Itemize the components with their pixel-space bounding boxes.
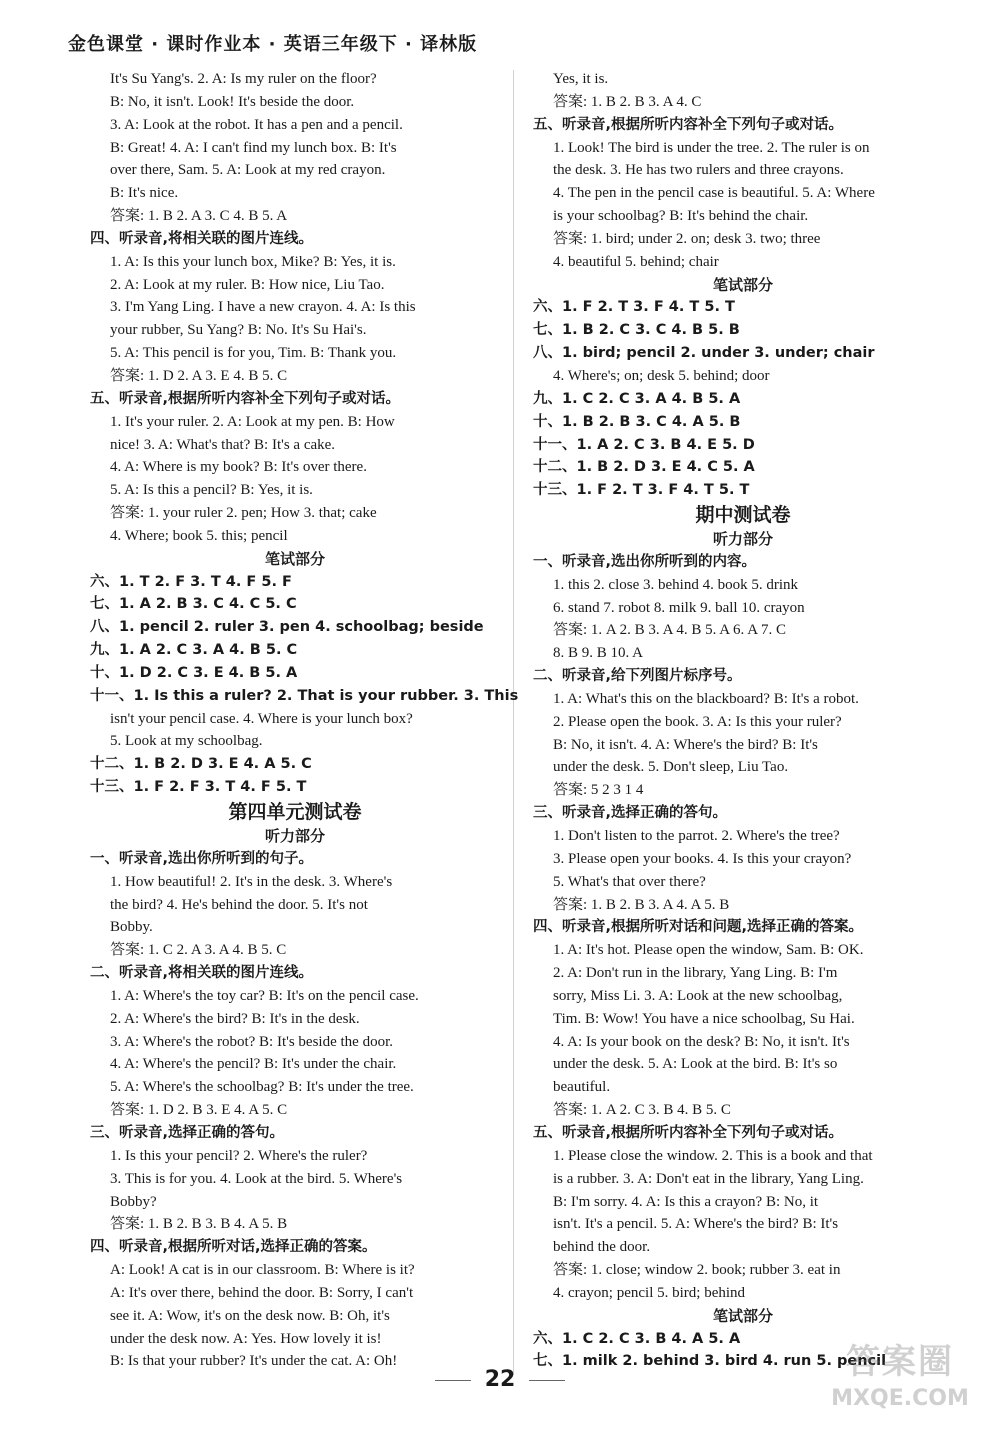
text-line: under the desk. 5. A: Look at the bird. B: It's so — [553, 1056, 838, 1073]
text-line: see it. A: Wow, it's on the desk now. B: Oh, it's — [110, 1307, 390, 1324]
test-title: 第四单元测试卷 — [228, 801, 362, 823]
section-line: 五、听录音,根据所听内容补全下列句子或对话。 — [533, 1124, 844, 1141]
text-line: 4. A: Where is my book? B: It's over there. — [110, 459, 367, 476]
watermark-logo — [815, 1340, 985, 1425]
section-line: 六、1. C 2. C 3. B 4. A 5. A — [533, 1330, 741, 1347]
section-line: 九、1. A 2. C 3. A 4. B 5. C — [90, 642, 298, 659]
text-line: Yes, it is. — [553, 71, 609, 87]
section-line: 十二、1. B 2. D 3. E 4. A 5. C — [90, 756, 312, 773]
section-line: 五、听录音,根据所听内容补全下列句子或对话。 — [533, 116, 844, 133]
text-line: 4. The pen in the pencil case is beautiful. 5. A: Where — [553, 185, 875, 202]
text-line: beautiful. — [553, 1079, 611, 1096]
text-line: 1. this 2. close 3. behind 4. book 5. drink — [553, 576, 798, 593]
text-line: B: Is that your rubber? It's under the cat. A: Oh! — [110, 1353, 398, 1370]
text-line: is a rubber. 3. A: Don't eat in the library, Yang Ling. — [553, 1170, 864, 1187]
text-line: 3. I'm Yang Ling. I have a new crayon. 4. A: Is this — [110, 299, 416, 316]
text-line: 答案: 1. B 2. B 3. A 4. A 5. B — [553, 896, 730, 913]
text-line: 2. Please open the book. 3. A: Is this your ruler? — [553, 713, 842, 730]
watermark-text-bottom: MXQE.COM — [831, 1386, 969, 1411]
section-line: 六、1. F 2. T 3. F 4. T 5. T — [533, 299, 735, 316]
text-line: 8. B 9. B 10. A — [553, 645, 644, 662]
text-line: Bobby? — [110, 1193, 157, 1210]
text-line: isn't. It's a pencil. 5. A: Where's the bird? B: It's — [553, 1216, 839, 1233]
section-line: 八、1. bird; pencil 2. under 3. under; chair — [533, 345, 875, 362]
section-line: 二、听录音,将相关联的图片连线。 — [90, 965, 314, 982]
text-line: B: It's nice. — [110, 185, 179, 202]
section-line: 八、1. pencil 2. ruler 3. pen 4. schoolbag; beside — [90, 619, 484, 636]
text-line: 4. Where; book 5. this; pencil — [110, 527, 288, 544]
text-line: 答案: 1. close; window 2. book; rubber 3. eat in — [553, 1262, 841, 1279]
text-line: 答案: 1. C 2. A 3. A 4. B 5. C — [110, 942, 287, 959]
text-line: B: I'm sorry. 4. A: Is this a crayon? B: No, it — [553, 1193, 819, 1210]
section-line: 十、1. D 2. C 3. E 4. B 5. A — [90, 664, 298, 681]
column-divider — [513, 70, 514, 1375]
text-line: 3. A: Look at the robot. It has a pen and a pencil. — [110, 116, 403, 133]
text-line: Tim. B: Wow! You have a nice schoolbag, Su Hai. — [553, 1010, 855, 1027]
text-line: 5. Look at my schoolbag. — [110, 733, 263, 750]
section-line: 七、1. A 2. B 3. C 4. C 5. C — [90, 596, 297, 613]
text-line: 1. A: Where's the toy car? B: It's on the pencil case. — [110, 987, 419, 1004]
text-line: B: Great! 4. A: I can't find my lunch box. B: It's — [110, 139, 397, 156]
text-line: B: No, it isn't. 4. A: Where's the bird? B: It's — [553, 736, 818, 753]
text-line: nice! 3. A: What's that? B: It's a cake. — [110, 436, 336, 453]
text-line: 2. A: Where's the bird? B: It's in the desk. — [110, 1010, 360, 1027]
text-line: 5. A: Is this a pencil? B: Yes, it is. — [110, 482, 313, 499]
text-line: 答案: 1. B 2. B 3. B 4. A 5. B — [110, 1216, 288, 1233]
text-line: 答案: 1. B 2. B 3. A 4. C — [553, 93, 702, 110]
section-line: 五、听录音,根据所听内容补全下列句子或对话。 — [90, 390, 401, 407]
text-line: 1. A: Is this your lunch box, Mike? B: Yes, it is. — [110, 253, 396, 270]
right-column — [533, 68, 953, 1373]
section-line: 九、1. C 2. C 3. A 4. B 5. A — [533, 390, 741, 407]
text-line: 4. A: Is your book on the desk? B: No, it isn't. It's — [553, 1033, 850, 1050]
section-line: 十一、1. Is this a ruler? 2. That is your rubber. 3. This — [90, 687, 519, 704]
text-line: 1. Please close the window. 2. This is a book and that — [553, 1147, 873, 1164]
text-line: 4. A: Where's the pencil? B: It's under the chair. — [110, 1056, 397, 1073]
text-line: A: It's over there, behind the door. B: Sorry, I can't — [110, 1284, 414, 1301]
section-line: 二、听录音,给下列图片标序号。 — [533, 668, 742, 685]
section-line: 四、听录音,根据所听对话,选择正确的答案。 — [90, 1239, 377, 1256]
text-line: 答案: 1. D 2. A 3. E 4. B 5. C — [110, 367, 288, 384]
section-line: 十三、1. F 2. T 3. F 4. T 5. T — [533, 482, 750, 499]
section-line: 四、听录音,将相关联的图片连线。 — [90, 230, 314, 247]
text-line: 4. beautiful 5. behind; chair — [553, 253, 719, 270]
section-line: 六、1. T 2. F 3. T 4. F 5. F — [90, 573, 292, 590]
text-line: 2. A: Don't run in the library, Yang Ling. B: I'm — [553, 965, 838, 982]
text-line: sorry, Miss Li. 3. A: Look at the new schoolbag, — [553, 987, 843, 1004]
text-line: 3. This is for you. 4. Look at the bird. 5. Where's — [110, 1170, 403, 1187]
text-line: It's Su Yang's. 2. A: Is my ruler on the floor? — [110, 71, 377, 87]
text-line: isn't your pencil case. 4. Where is your lunch box? — [110, 710, 413, 727]
text-line: 答案: 5 2 3 1 4 — [553, 782, 644, 799]
section-line: 三、听录音,选择正确的答句。 — [90, 1124, 285, 1141]
text-line: behind the door. — [553, 1239, 651, 1256]
footer-rule-right — [529, 1380, 565, 1381]
text-line: 1. A: It's hot. Please open the window, Sam. B: OK. — [553, 942, 864, 959]
text-line: 答案: 1. your ruler 2. pen; How 3. that; cake — [110, 505, 377, 522]
text-line: B: No, it isn't. Look! It's beside the door. — [110, 93, 355, 110]
text-line: 4. crayon; pencil 5. bird; behind — [553, 1284, 746, 1301]
text-line: 答案: 1. B 2. A 3. C 4. B 5. A — [110, 208, 288, 225]
text-line: 5. A: This pencil is for you, Tim. B: Thank you. — [110, 345, 397, 362]
running-header: 金色课堂 · 课时作业本 · 英语三年级下 · 译林版 — [68, 34, 478, 55]
text-line: 答案: 1. D 2. B 3. E 4. A 5. C — [110, 1102, 288, 1119]
text-line: 答案: 1. A 2. C 3. B 4. B 5. C — [553, 1102, 731, 1119]
page-number: 22 — [484, 1367, 516, 1392]
text-line: 1. A: What's this on the blackboard? B: It's a robot. — [553, 690, 859, 707]
text-line: 2. A: Look at my ruler. B: How nice, Liu Tao. — [110, 276, 385, 293]
text-line: 3. A: Where's the robot? B: It's beside the door. — [110, 1033, 393, 1050]
section-line: 七、1. B 2. C 3. C 4. B 5. B — [533, 322, 740, 339]
section-line: 一、听录音,选出你所听到的句子。 — [90, 850, 314, 867]
footer-rule-left — [435, 1380, 471, 1381]
section-line: 三、听录音,选择正确的答句。 — [533, 805, 728, 822]
text-line: 5. What's that over there? — [553, 873, 706, 890]
subsection-heading: 听力部分 — [264, 827, 325, 845]
text-line: Bobby. — [110, 919, 153, 936]
text-line: over there, Sam. 5. A: Look at my red crayon. — [110, 162, 386, 179]
text-line: the bird? 4. He's behind the door. 5. It's not — [110, 896, 368, 913]
text-line: 1. It's your ruler. 2. A: Look at my pen. B: How — [110, 413, 395, 430]
text-line: 1. Is this your pencil? 2. Where's the ruler? — [110, 1147, 368, 1164]
text-line: 3. Please open your books. 4. Is this your crayon? — [553, 850, 852, 867]
text-line: is your schoolbag? B: It's behind the chair. — [553, 208, 809, 225]
text-line: under the desk. 5. Don't sleep, Liu Tao. — [553, 759, 789, 776]
text-line: your rubber, Su Yang? B: No. It's Su Hai's. — [110, 322, 367, 339]
text-line: 1. How beautiful! 2. It's in the desk. 3. Where's — [110, 873, 393, 890]
test-title: 期中测试卷 — [695, 504, 791, 527]
text-line: 4. Where's; on; desk 5. behind; door — [553, 367, 770, 384]
text-line: 1. Look! The bird is under the tree. 2. The ruler is on — [553, 139, 870, 156]
section-line: 十、1. B 2. B 3. C 4. A 5. B — [533, 413, 741, 430]
section-line: 十三、1. F 2. F 3. T 4. F 5. T — [90, 779, 307, 796]
section-line: 一、听录音,选出你所听到的内容。 — [533, 553, 757, 570]
subsection-heading: 听力部分 — [712, 530, 773, 549]
subsection-heading: 笔试部分 — [712, 275, 773, 294]
section-line: 四、听录音,根据所听对话和问题,选择正确的答案。 — [533, 919, 864, 936]
subsection-heading: 笔试部分 — [712, 1306, 773, 1325]
text-line: under the desk now. A: Yes. How lovely it is! — [110, 1330, 382, 1347]
subsection-heading: 笔试部分 — [264, 549, 325, 568]
watermark-text-top: 答案圈 — [846, 1342, 954, 1382]
left-column — [90, 68, 519, 1373]
section-line: 十一、1. A 2. C 3. B 4. E 5. D — [533, 436, 755, 453]
section-line: 七、1. milk 2. behind 3. bird 4. run 5. pencil — [533, 1353, 887, 1370]
text-line: 1. Don't listen to the parrot. 2. Where's the tree? — [553, 828, 840, 844]
text-line: 答案: 1. A 2. B 3. A 4. B 5. A 6. A 7. C — [553, 622, 786, 639]
text-line: A: Look! A cat is in our classroom. B: Where is it? — [110, 1262, 415, 1279]
text-line: 5. A: Where's the schoolbag? B: It's under the tree. — [110, 1079, 414, 1096]
text-line: 答案: 1. bird; under 2. on; desk 3. two; three — [553, 230, 821, 247]
section-line: 十二、1. B 2. D 3. E 4. C 5. A — [533, 459, 755, 476]
text-line: the desk. 3. He has two rulers and three crayons. — [553, 162, 844, 179]
text-line: 6. stand 7. robot 8. milk 9. ball 10. crayon — [553, 599, 805, 616]
